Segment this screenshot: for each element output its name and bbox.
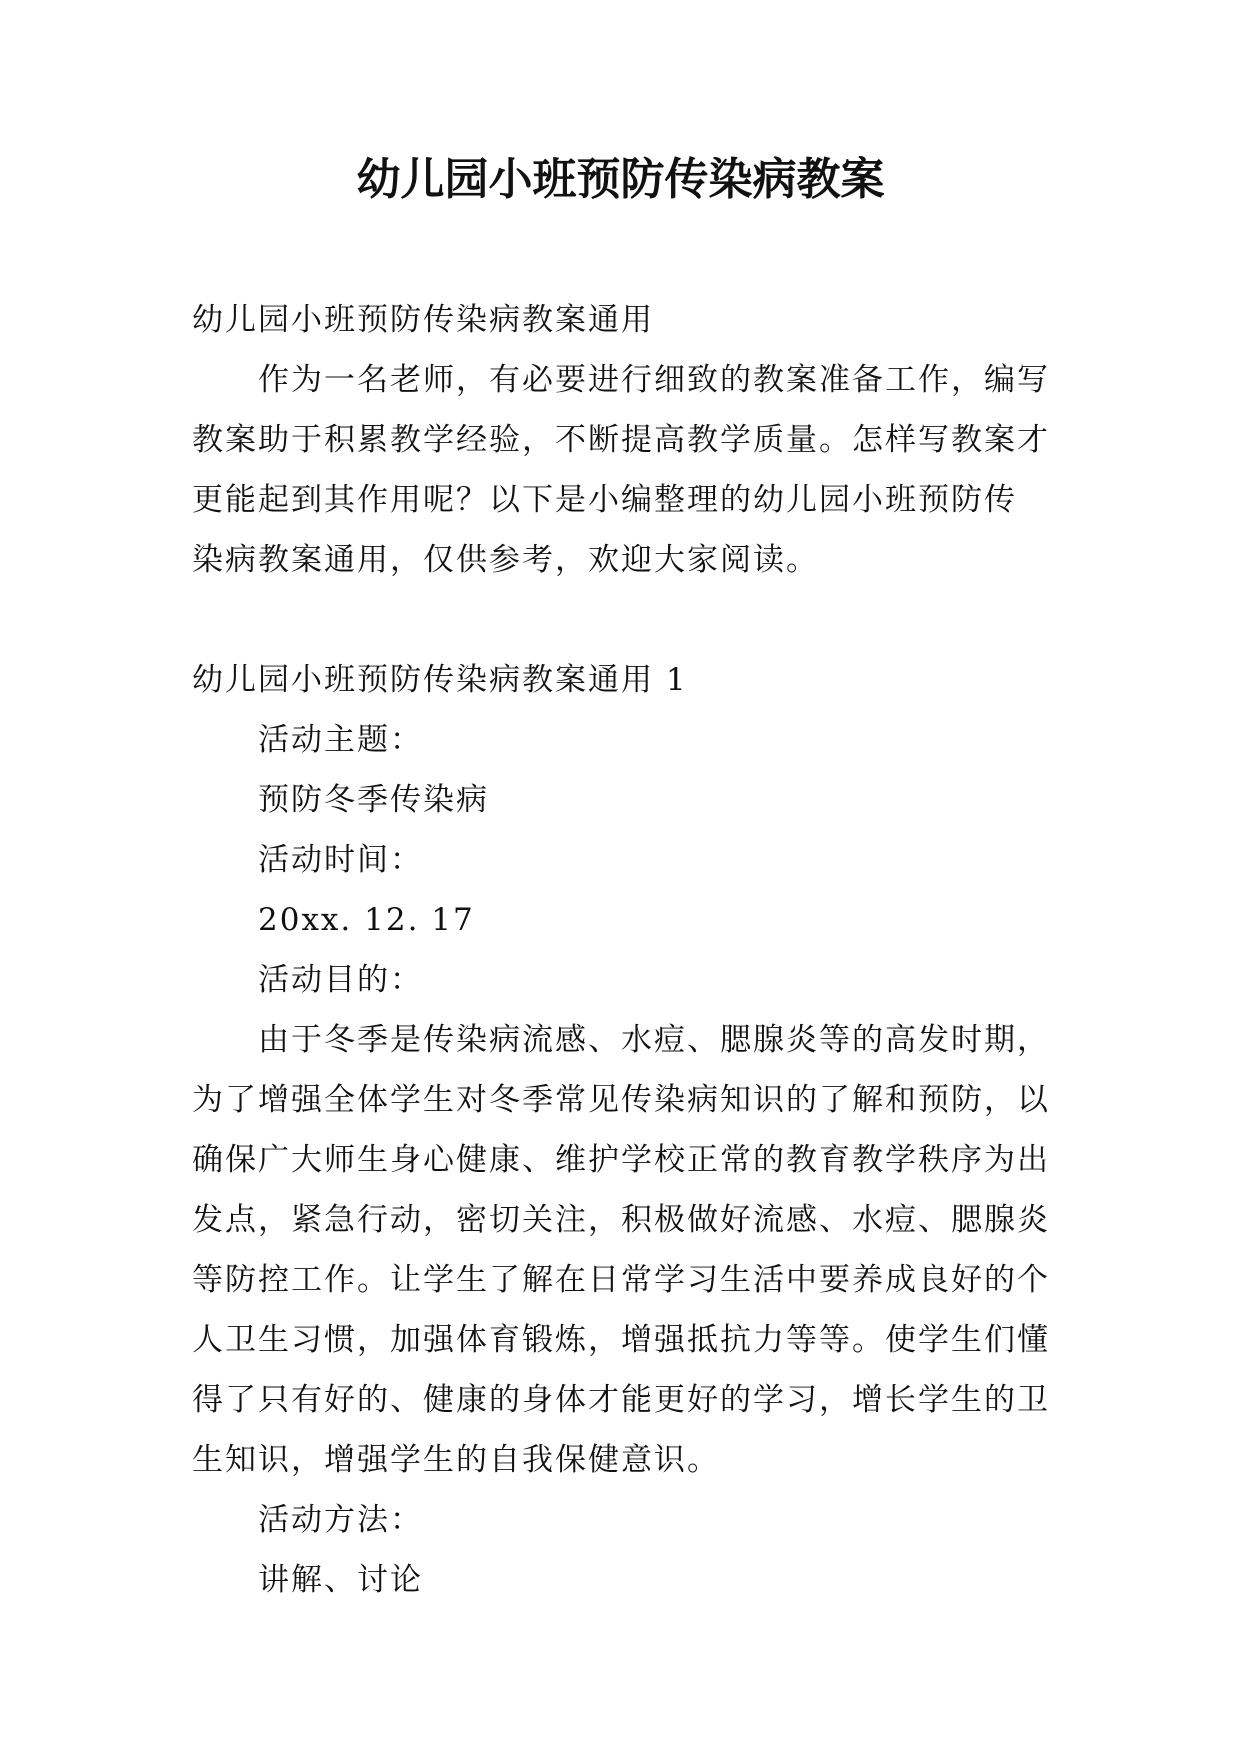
goal-line: 得了只有好的、健康的身体才能更好的学习，增长学生的卫 bbox=[192, 1382, 1050, 1418]
goal-line: 发点，紧急行动，密切关注，积极做好流感、水痘、腮腺炎 bbox=[192, 1202, 1050, 1238]
section-heading: 幼儿园小班预防传染病教案通用 1 bbox=[192, 662, 688, 698]
goal-label: 活动目的： bbox=[258, 962, 423, 998]
theme-value: 预防冬季传染病 bbox=[258, 782, 489, 818]
intro-line: 作为一名老师，有必要进行细致的教案准备工作，编写 bbox=[258, 362, 1050, 398]
goal-line: 等防控工作。让学生了解在日常学习生活中要养成良好的个 bbox=[192, 1262, 1050, 1298]
intro-line: 更能起到其作用呢？以下是小编整理的幼儿园小班预防传 bbox=[192, 482, 1017, 518]
goal-line: 人卫生习惯，加强体育锻炼，增强抵抗力等等。使学生们懂 bbox=[192, 1322, 1050, 1358]
time-label: 活动时间： bbox=[258, 842, 423, 878]
goal-line: 由于冬季是传染病流感、水痘、腮腺炎等的高发时期， bbox=[258, 1022, 1050, 1058]
time-value: 20xx. 12. 17 bbox=[258, 902, 475, 938]
document-title: 幼儿园小班预防传染病教案 bbox=[356, 154, 885, 205]
intro-line: 教案助于积累教学经验，不断提高教学质量。怎样写教案才 bbox=[192, 422, 1050, 458]
goal-line: 生知识，增强学生的自我保健意识。 bbox=[192, 1442, 720, 1478]
paragraph-gap bbox=[192, 590, 1062, 650]
goal-line: 为了增强全体学生对冬季常见传染病知识的了解和预防，以 bbox=[192, 1082, 1050, 1118]
method-label: 活动方法： bbox=[258, 1502, 423, 1538]
method-value: 讲解、讨论 bbox=[258, 1562, 423, 1598]
goal-line: 确保广大师生身心健康、维护学校正常的教育教学秩序为出 bbox=[192, 1142, 1050, 1178]
intro-line: 染病教案通用，仅供参考，欢迎大家阅读。 bbox=[192, 542, 819, 578]
subtitle: 幼儿园小班预防传染病教案通用 bbox=[192, 302, 654, 338]
document-body bbox=[192, 290, 1062, 1610]
theme-label: 活动主题： bbox=[258, 722, 423, 758]
